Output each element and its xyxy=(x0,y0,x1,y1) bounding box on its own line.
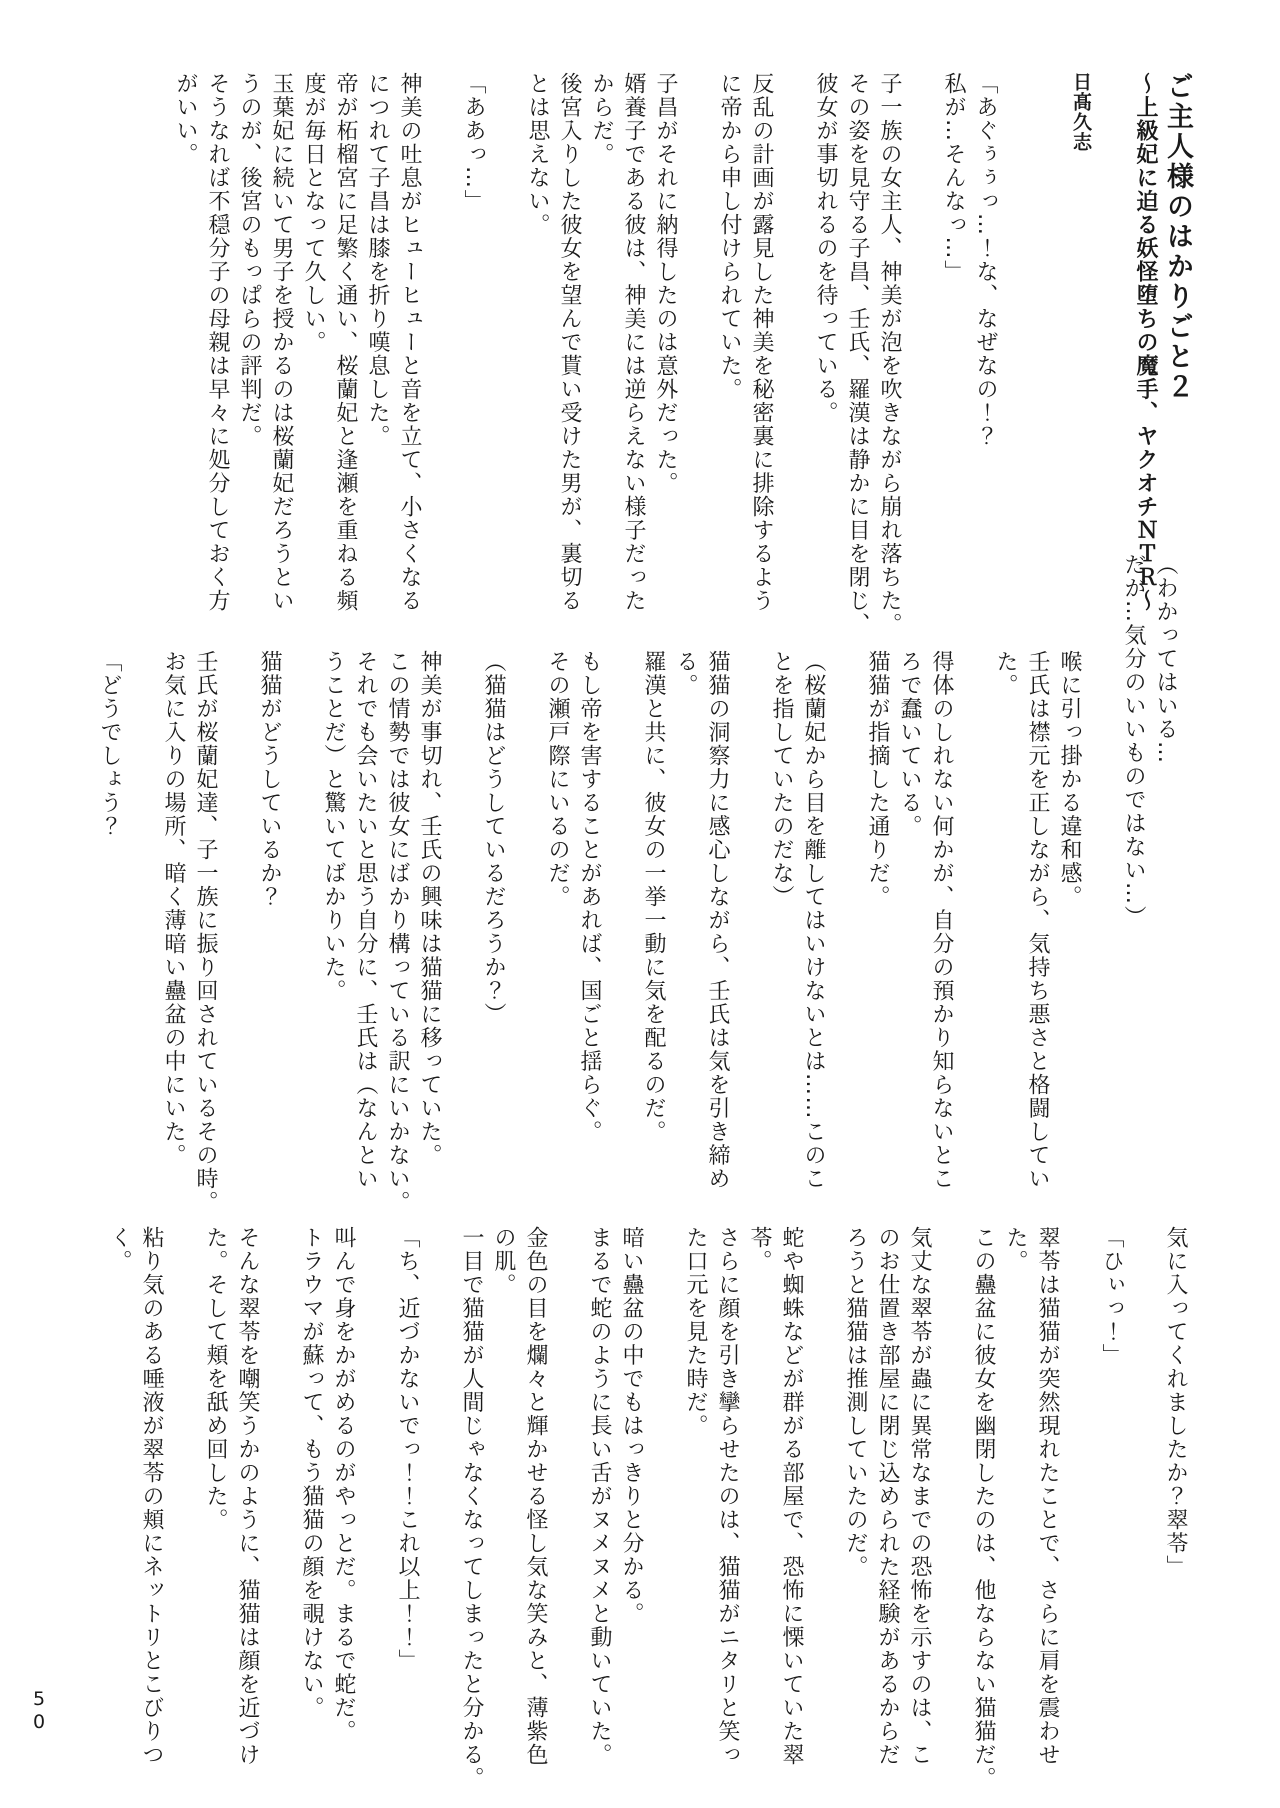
blank-line xyxy=(647,1226,679,1790)
text-line: うことだ）と驚いてばかりいた。 xyxy=(321,650,346,1003)
text-line: うのが、後宮のもっぱらの評判だ。 xyxy=(237,72,262,448)
blank-line xyxy=(905,72,937,636)
text-line: 羅漢と共に、彼女の一挙一動に気を配るのだ。 xyxy=(641,650,666,1144)
blank-line xyxy=(1033,72,1065,636)
text-line: この情勢では彼女にばかり構っている訳にいかない。 xyxy=(385,650,410,1214)
blank-line xyxy=(807,1226,839,1790)
text-line: とを指していたのだな） xyxy=(769,650,794,909)
story-subtitle: ～上級妃に迫る妖怪堕ちの魔手、ヤクオチＮＴＲ～ xyxy=(1133,72,1158,613)
blank-line xyxy=(1063,1226,1095,1790)
text-line: 「どうでしょう？ xyxy=(97,650,122,838)
blank-line xyxy=(263,1226,295,1790)
text-line: 苓。 xyxy=(747,1226,772,1273)
text-line: そうなれば不穏分子の母親は早々に処分しておく方 xyxy=(205,72,230,613)
text-line: た。 xyxy=(993,650,1018,697)
text-line: 猫猫がどうしているか？ xyxy=(257,650,282,909)
text-line: 一目で猫猫が人間じゃなくなってしまったと分かる。 xyxy=(459,1226,484,1790)
text-line: （桜蘭妃から目を離してはいけないとは……このこ xyxy=(801,650,826,1191)
text-line: 度が毎日となって久しい。 xyxy=(301,72,326,354)
text-line: 子昌がそれに納得したのは意外だった。 xyxy=(653,72,678,495)
story-title: ご主人様のはかりごと２ xyxy=(1162,72,1193,402)
text-line: からだ。 xyxy=(589,72,614,166)
text-line: （わかってはいる… xyxy=(1153,553,1178,765)
blank-line xyxy=(489,72,521,636)
text-line: 玉葉妃に続いて男子を授かるのは桜蘭妃だろうとい xyxy=(269,72,294,613)
blank-line xyxy=(1085,650,1117,1214)
blank-line xyxy=(1127,1226,1159,1790)
text-line: お気に入りの場所、暗く薄暗い蠱盆の中にいた。 xyxy=(161,650,186,1167)
text-line: 暗い蠱盆の中でもはっきりと分かる。 xyxy=(619,1226,644,1626)
text-line: 神美の吐息がヒューヒューと音を立て、小さくなる xyxy=(397,72,422,613)
page-number: 50 xyxy=(28,1688,50,1734)
text-line: がいい。 xyxy=(173,72,198,166)
text-line: 彼女が事切れるのを待っている。 xyxy=(813,72,838,425)
text-line: 壬氏は襟元を正しながら、気持ち悪さと格闘してい xyxy=(1025,650,1050,1191)
text-line: その瀬戸際にいるのだ。 xyxy=(545,650,570,909)
text-line: 「ああっ…」 xyxy=(461,72,486,213)
text-line: 金色の目を爛々と輝かせる怪し気な笑みと、薄紫色 xyxy=(523,1226,548,1767)
text-line: 反乱の計画が露見した神美を秘密裏に排除するよう xyxy=(749,72,774,613)
text-line: まるで蛇のように長い舌がヌメヌメと動いていた。 xyxy=(587,1226,612,1767)
text-line: それでも会いたいと思う自分に、壬氏は（なんとい xyxy=(353,650,378,1191)
text-line: その姿を見守る子昌、壬氏、羅漢は静かに目を閉じ、 xyxy=(845,72,870,636)
text-line: 叫んで身をかがめるのがやっとだ。まるで蛇だ。 xyxy=(331,1226,356,1743)
text-line: ろで蠢いている。 xyxy=(897,650,922,838)
text-line: く。 xyxy=(107,1226,132,1273)
text-band-bottom xyxy=(103,1226,1191,1790)
text-line: だが…気分のいいものではない…） xyxy=(1121,553,1146,929)
text-line: 帝が柘榴宮に足繁く通い、桜蘭妃と逢瀬を重ねる頻 xyxy=(333,72,358,613)
text-line: 「ち、近づかないでっ！！これ以上！！」 xyxy=(395,1226,420,1673)
text-line: ろうと猫猫は推測していたのだ。 xyxy=(843,1226,868,1579)
blank-line xyxy=(285,650,317,1214)
blank-line xyxy=(125,650,157,1214)
text-line: 婿養子である彼は、神美には逆らえない様子だった xyxy=(621,72,646,613)
blank-line xyxy=(681,72,713,636)
text-line: の肌。 xyxy=(491,1226,516,1297)
text-line: 猫猫の洞察力に感心しながら、壬氏は気を引き締め xyxy=(705,650,730,1191)
text-line: た口元を見た時だ。 xyxy=(683,1226,708,1438)
text-line: とは思えない。 xyxy=(525,72,550,237)
blank-line xyxy=(423,1226,455,1790)
blank-line xyxy=(445,650,477,1214)
text-line: この蠱盆に彼女を幽閉したのは、他ならない猫猫だ。 xyxy=(971,1226,996,1790)
blank-line xyxy=(359,1226,391,1790)
blank-line xyxy=(425,72,457,636)
text-line: 後宮入りした彼女を望んで貰い受けた男が、裏切る xyxy=(557,72,582,613)
text-line: 「あぐぅぅっ…！な、なぜなの！？ xyxy=(973,72,998,448)
blank-line xyxy=(777,72,809,636)
blank-line xyxy=(957,650,989,1214)
text-line: 粘り気のある唾液が翠苓の頬にネットリとこびりつ xyxy=(139,1226,164,1767)
text-line: 蛇や蜘蛛などが群がる部屋で、恐怖に慄いていた翠 xyxy=(779,1226,804,1767)
text-line: に帝から申し付けられていた。 xyxy=(717,72,742,401)
text-line: （猫猫はどうしているだろうか？） xyxy=(481,650,506,1026)
text-line: 壬氏が桜蘭妃達、子一族に振り回されているその時。 xyxy=(193,650,218,1214)
text-band-middle xyxy=(93,553,1181,1214)
text-line: 得体のしれない何かが、自分の預かり知らないとこ xyxy=(929,650,954,1191)
blank-line xyxy=(167,1226,199,1790)
text-line: 私が…そんなっ…」 xyxy=(941,72,966,284)
blank-line xyxy=(221,650,253,1214)
blank-line xyxy=(1097,72,1129,636)
text-line: た。そして頬を舐め回した。 xyxy=(203,1226,228,1532)
text-line: そんな翠苓を嘲笑うかのように、猫猫は顔を近づけ xyxy=(235,1226,260,1767)
blank-line xyxy=(733,650,765,1214)
blank-line xyxy=(829,650,861,1214)
text-line: トラウマが蘇って、もう猫猫の顔を覗けない。 xyxy=(299,1226,324,1720)
text-line: る。 xyxy=(673,650,698,697)
blank-line xyxy=(605,650,637,1214)
text-line: 神美が事切れ、壬氏の興味は猫猫に移っていた。 xyxy=(417,650,442,1167)
text-line: た。 xyxy=(1003,1226,1028,1273)
text-line: 「ひぃっ！」 xyxy=(1099,1226,1124,1367)
text-line: のお仕置き部屋に閉じ込められた経験があるからだ xyxy=(875,1226,900,1767)
blank-line xyxy=(551,1226,583,1790)
blank-line xyxy=(1001,72,1033,636)
text-line: 翠苓は猫猫が突然現れたことで、さらに肩を震わせ xyxy=(1035,1226,1060,1767)
text-band-top xyxy=(169,72,1193,636)
text-line: 気に入ってくれましたか？翠苓」 xyxy=(1163,1226,1188,1579)
text-line: につれて子昌は膝を折り嘆息した。 xyxy=(365,72,390,448)
text-line: 気丈な翠苓が蟲に異常なまでの恐怖を示すのは、こ xyxy=(907,1226,932,1767)
text-line: 子一族の女主人、神美が泡を吹きながら崩れ落ちた。 xyxy=(877,72,902,636)
text-line: 喉に引っ掛かる違和感。 xyxy=(1057,650,1082,909)
text-line: さらに顔を引き攣らせたのは、猫猫がニタリと笑っ xyxy=(715,1226,740,1767)
text-line: もし帝を害することがあれば、国ごと揺らぐ。 xyxy=(577,650,602,1144)
text-line: 猫猫が指摘した通りだ。 xyxy=(865,650,890,909)
blank-line xyxy=(509,650,541,1214)
author-name: 日髙久志 xyxy=(1070,72,1092,152)
blank-line xyxy=(935,1226,967,1790)
